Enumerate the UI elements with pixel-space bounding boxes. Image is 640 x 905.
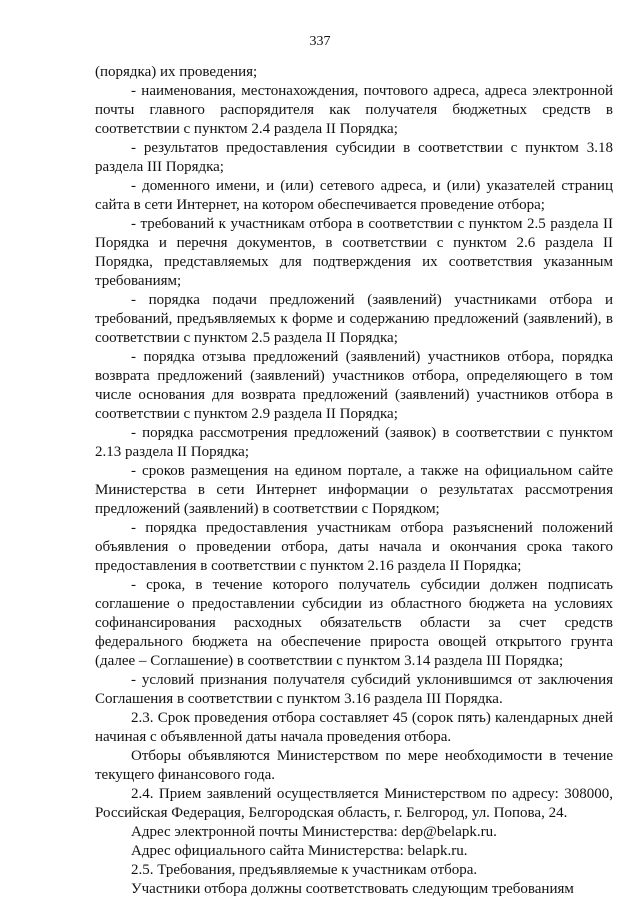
list-item-submission-procedure: - порядка подачи предложений (заявлений) участниками отбора и требований, предъявляемых к форме и содержанию предложений (заявлений), в соответствии с пунктом 2.5 раздела II Порядка;	[95, 292, 613, 346]
list-item-agreement-term: - срока, в течение которого получатель субсидии должен подписать соглашение о предоставлении субсидии из областного бюджета на условиях софинансирования расходных обязательств области за счет средств федерального бюджета на обеспечение прироста овощей открытого грунта (далее – Соглашение) в соответствии с пунктом 3.14 раздела III Порядка;	[95, 577, 613, 669]
list-item-ministry-address: - наименования, местонахождения, почтового адреса, адреса электронной почты главного распорядителя как получателя бюджетных средств в соответствии с пунктом 2.4 раздела II Порядка;	[95, 83, 613, 137]
list-item-subsidy-results: - результатов предоставления субсидии в соответствии с пунктом 3.18 раздела III Порядка;	[95, 140, 613, 175]
list-item-participant-requirements: - требований к участникам отбора в соответствии с пунктом 2.5 раздела II Порядка и перечня документов, в соответствии с пунктом 2.6 раздела II Порядка, представляемых для подтверждения их соответствия указанным требованиям;	[95, 216, 613, 289]
clause-2-3: 2.3. Срок проведения отбора составляет 45 (сорок пять) календарных дней начиная с объявленной даты начала проведения отбора.	[95, 710, 613, 745]
page-number: 337	[309, 34, 331, 49]
list-item-evasion-conditions: - условий признания получателя субсидий уклонившимся от заключения Соглашения в соответствии с пунктом 3.16 раздела III Порядка.	[95, 672, 613, 707]
list-item-clarifications: - порядка предоставления участникам отбора разъяснений положений объявления о проведении отбора, даты начала и окончания срока такого предоставления в соответствии с пунктом 2.16 раздела II Порядка;	[95, 520, 613, 574]
clause-2-4: 2.4. Прием заявлений осуществляется Министерством по адресу: 308000, Российская Федерация, Белгородская область, г. Белгород, ул. Попова, 24.	[95, 786, 613, 821]
participant-requirements-intro: Участники отбора должны соответствовать следующим требованиям	[131, 881, 574, 897]
selection-announcement-note: Отборы объявляются Министерством по мере необходимости в течение текущего финансового года.	[95, 748, 613, 783]
ministry-email: Адрес электронной почты Министерства: dep@belapk.ru.	[131, 824, 497, 840]
clause-2-5: 2.5. Требования, предъявляемые к участникам отбора.	[131, 862, 478, 878]
list-item-withdrawal-procedure: - порядка отзыва предложений (заявлений) участников отбора, порядка возврата предложений (заявлений) участников отбора, определяющего в том числе основания для возврата предложений (заявлений) участников отбора в соответствии с пунктом 2.9 раздела II Порядка;	[95, 349, 613, 422]
document-body	[95, 63, 613, 899]
paragraph-continuation: (порядка) их проведения;	[95, 64, 258, 80]
list-item-domain-name: - доменного имени, и (или) сетевого адреса, и (или) указателей страниц сайта в сети Интернет, на котором обеспечивается проведение отбора;	[95, 178, 613, 213]
ministry-website: Адрес официального сайта Министерства: belapk.ru.	[131, 843, 468, 859]
list-item-review-procedure: - порядка рассмотрения предложений (заявок) в соответствии с пунктом 2.13 раздела II Порядка;	[95, 425, 613, 460]
list-item-publication-terms: - сроков размещения на едином портале, а также на официальном сайте Министерства в сети Интернет информации о результатах рассмотрения предложений (заявлений) в соответствии с Порядком;	[95, 463, 613, 517]
